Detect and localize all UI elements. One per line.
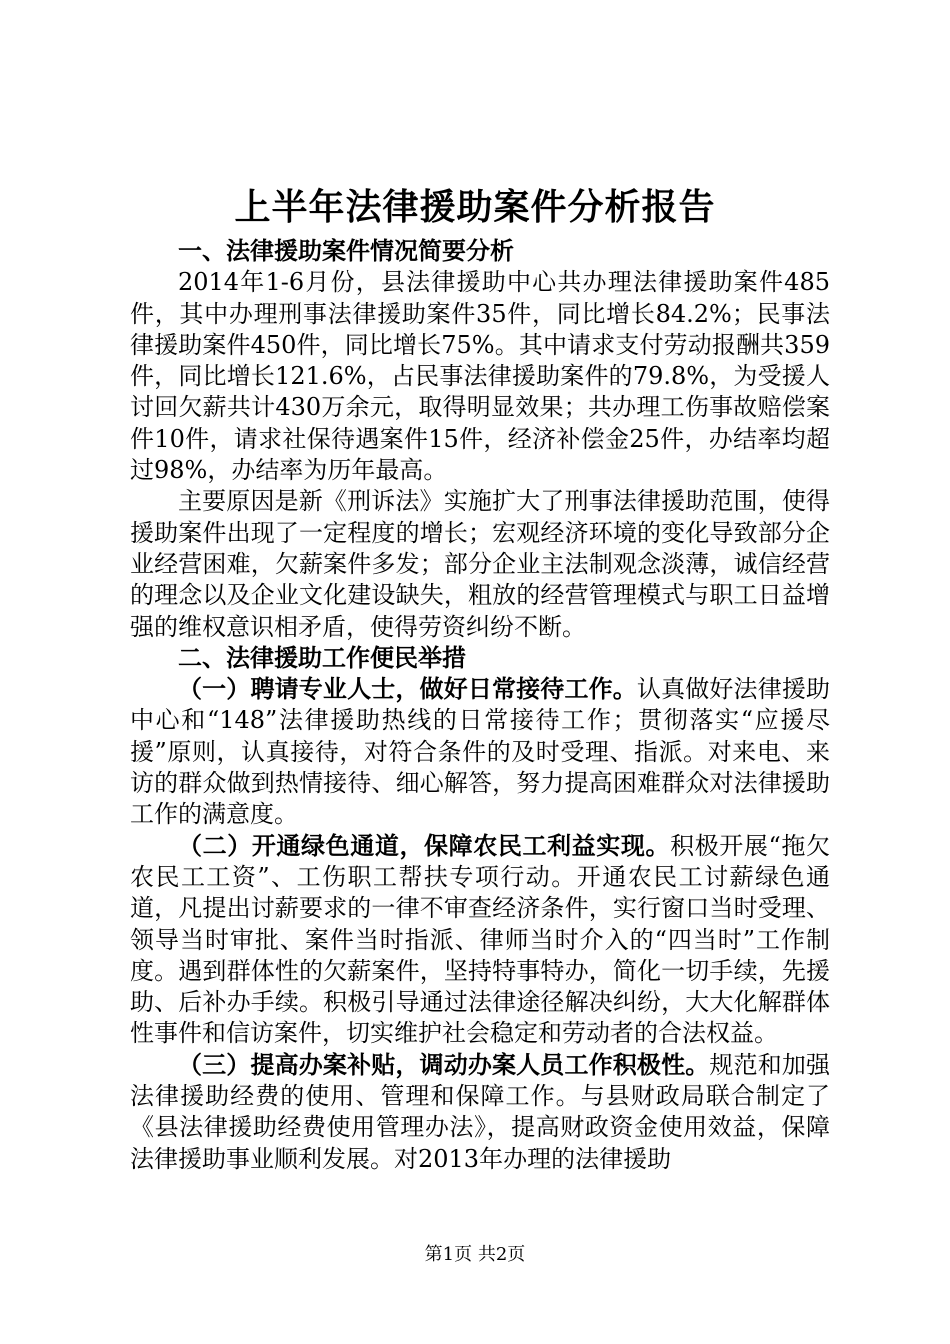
measure-3-title: （三）提高办案补贴，调动办案人员工作积极性。 (178, 1050, 710, 1079)
measure-1-text: 认真做好法律援助中心和“148”法律援助热线的日常接待工作；贯彻落实“应援尽援”原则，认真接待，对符合条件的及时受理、指派。对来电、来访的群众做到热情接待、细心解答，努力提高困难群众对法律援助工作的满意度。 (130, 675, 830, 829)
measure-2-text: 积极开展“拖欠农民工工资”、工伤职工帮扶专项行动。开通农民工讨薪绿色通道，凡提出讨薪要求的一律不审查经济条件，实行窗口当时受理、领导当时审批、案件当时指派、律师当时介入的“四当时”工作制度。遇到群体性的欠薪案件，坚持特事特办，简化一切手续，先援助、后补办手续。积极引导通过法律途径解决纠纷，大大化解群体性事件和信访案件，切实维护社会稳定和劳动者的合法权益。 (130, 831, 830, 1048)
section-heading-2: 二、法律援助工作便民举措 (178, 643, 466, 672)
paragraph-measure-3 (130, 1050, 830, 1175)
paragraph-measure-1 (130, 674, 830, 830)
paragraph-case-summary: 2014年1-6月份，县法律援助中心共办理法律援助案件485件，其中办理刑事法律援助案件35件，同比增长84.2%；民事法律援助案件450件，同比增长75%。其中请求支付劳动报酬共359件，同比增长121.6%，占民事法律援助案件的79.8%，为受援人讨回欠薪共计430万余元，取得明显效果；共办理工伤事故赔偿案件10件，请求社保待遇案件15件，经济补偿金25件，办结率均超过98%，办结率为历年最高。 (130, 268, 830, 485)
measure-2-title: （二）开通绿色通道，保障农民工利益实现。 (178, 831, 671, 860)
document-body (130, 236, 830, 1175)
measure-1-title: （一）聘请专业人士，做好日常接待工作。 (178, 675, 637, 704)
measure-3-text: 规范和加强法律援助经费的使用、管理和保障工作。与县财政局联合制定了《县法律援助经费使用管理办法》，提高财政资金使用效益，保障法律援助事业顺利发展。对2013年办理的法律援助 (130, 1050, 831, 1173)
section-heading-1: 一、法律援助案件情况简要分析 (178, 237, 514, 265)
page-title: 上半年法律援助案件分析报告 (234, 187, 716, 228)
page-number-footer: 第1页 共2页 (424, 1244, 526, 1265)
paragraph-main-reasons: 主要原因是新《刑诉法》实施扩大了刑事法律援助范围，使得援助案件出现了一定程度的增长；宏观经济环境的变化导致部分企业经营困难，欠薪案件多发；部分企业主法制观念淡薄，诚信经营的理念以及企业文化建设缺失，粗放的经营管理模式与职工日益增强的维权意识相矛盾，使得劳资纠纷不断。 (130, 487, 830, 641)
paragraph-measure-2 (130, 831, 830, 1050)
